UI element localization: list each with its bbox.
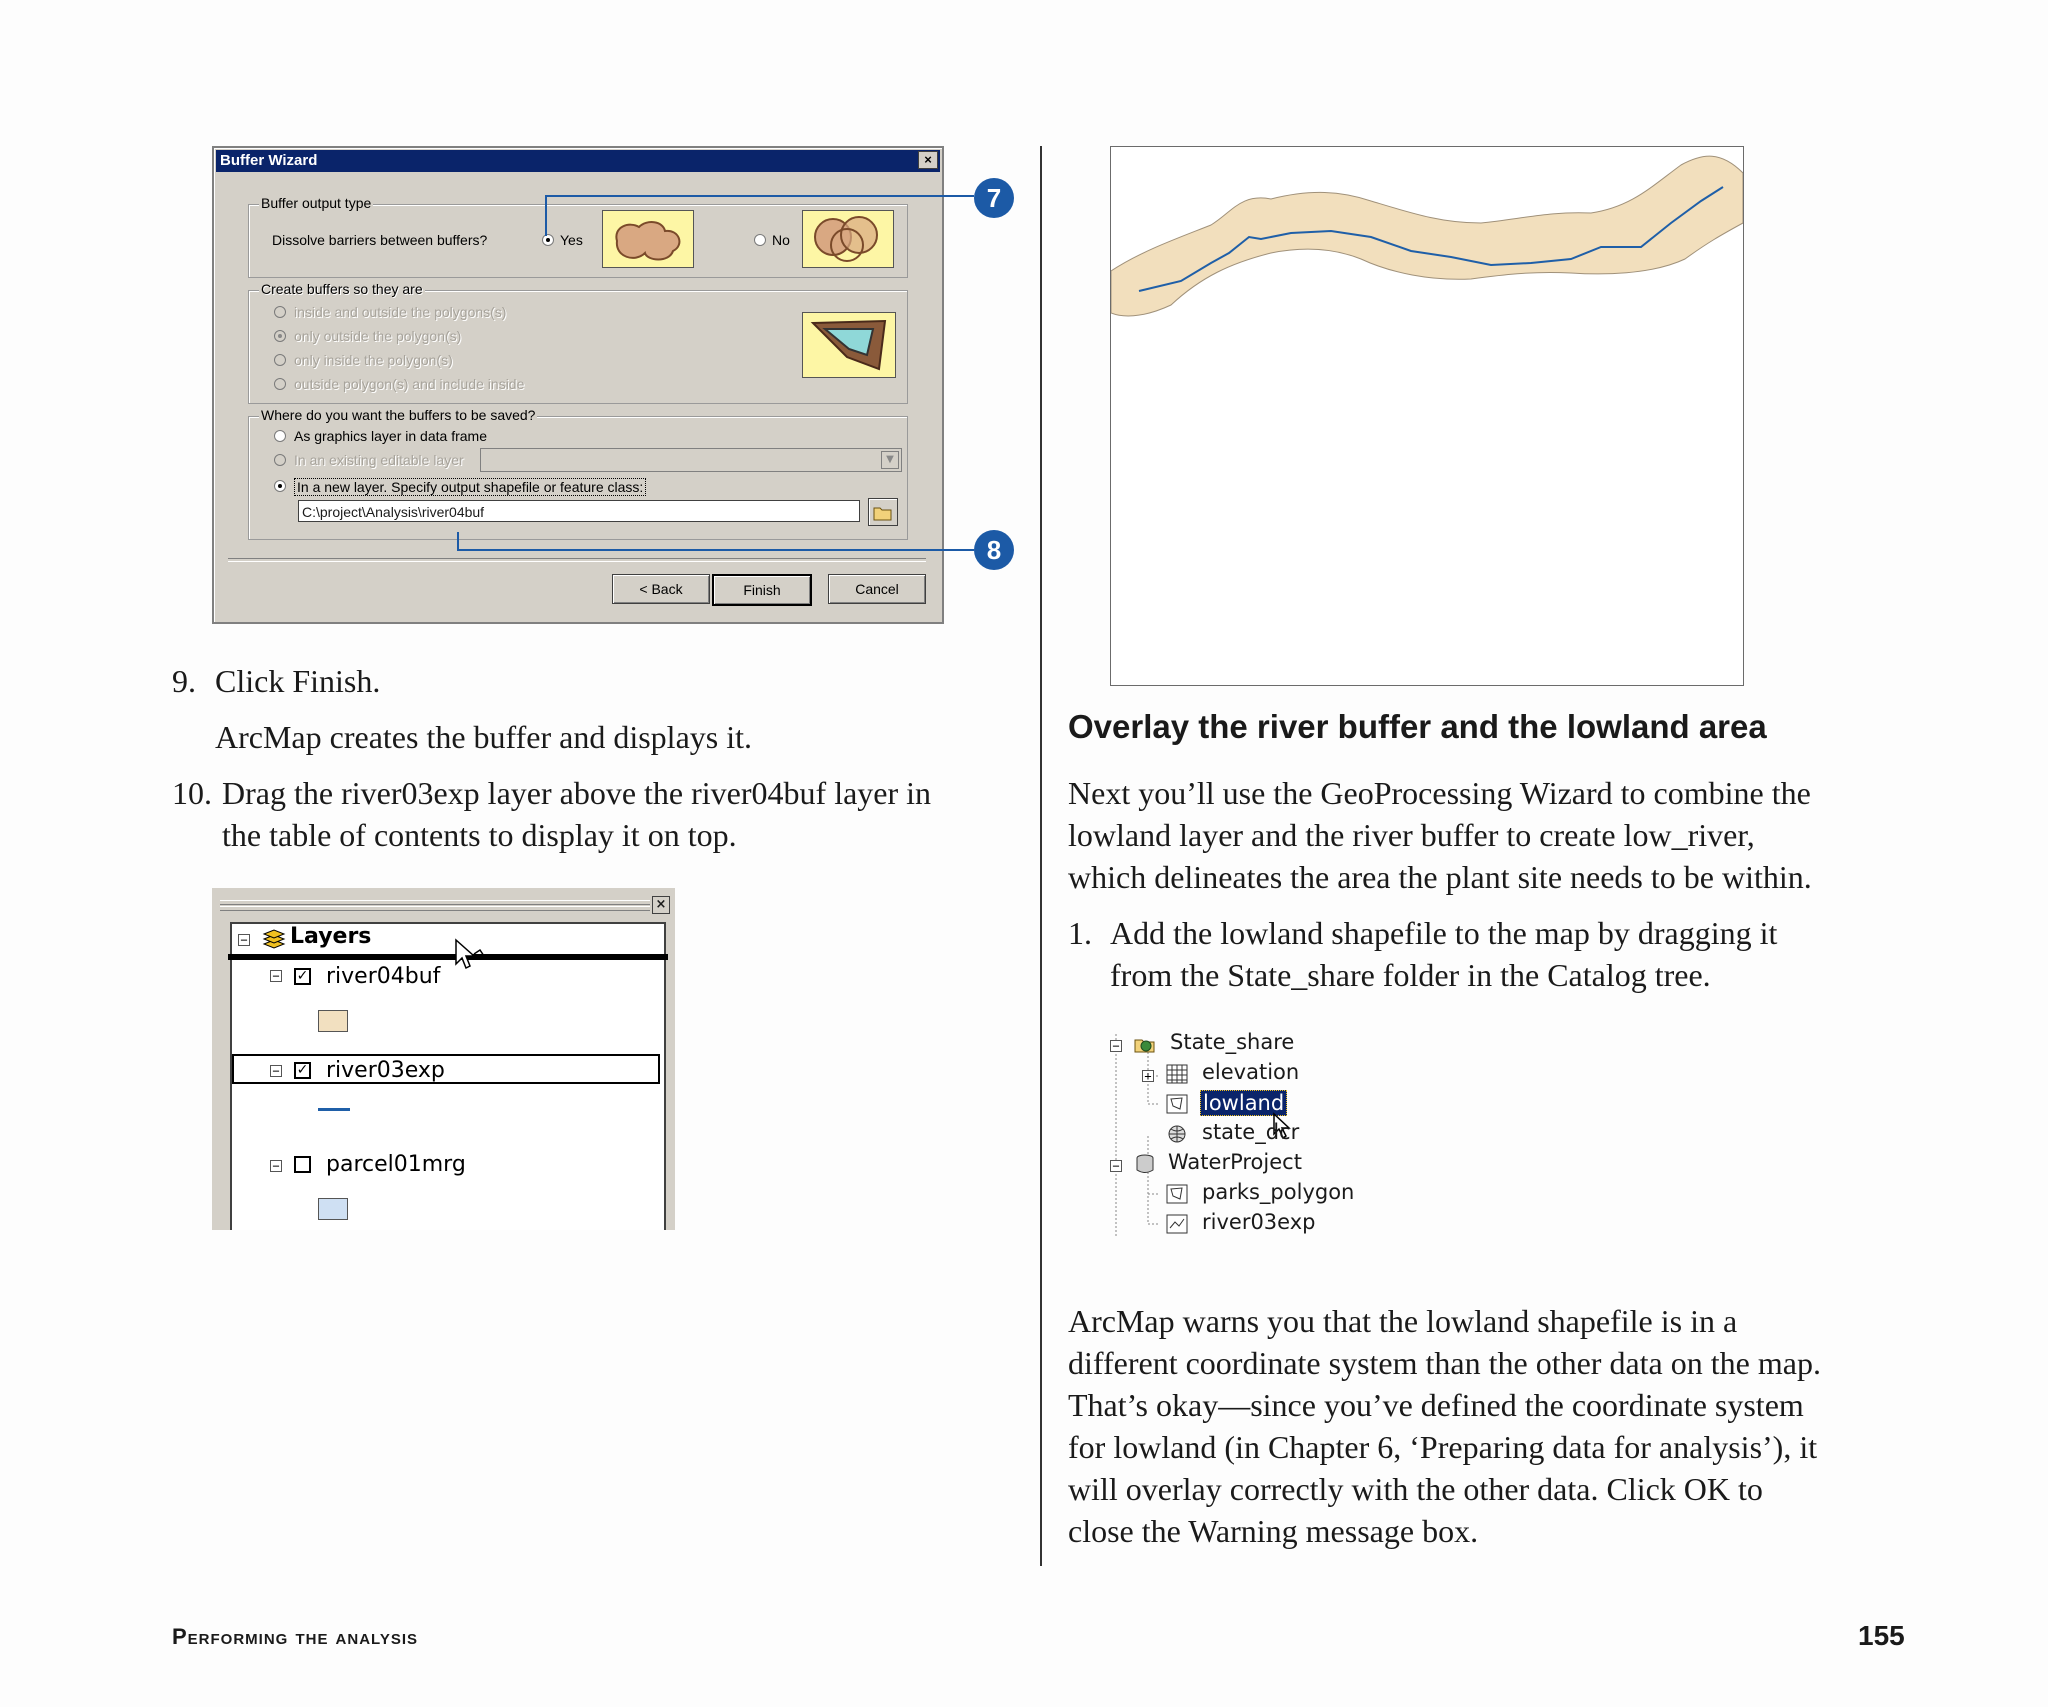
collapse-icon[interactable]: − xyxy=(1110,1040,1122,1052)
layers-root[interactable] xyxy=(232,924,664,954)
close-button[interactable]: × xyxy=(918,151,938,169)
option-label: only outside the polygon(s) xyxy=(294,328,462,344)
dissolve-yes-label: Yes xyxy=(560,232,583,248)
drag-cursor-icon xyxy=(454,938,490,972)
step-9-text: Click Finish. xyxy=(215,663,381,699)
step-1-number: 1. xyxy=(1068,915,1092,951)
callout-marker-7: 7 xyxy=(974,178,1014,218)
table-of-contents-panel xyxy=(212,888,675,1230)
step-10-line-1: Drag the river03exp layer above the river04buf layer in xyxy=(222,775,932,811)
river-buffer-map xyxy=(1111,147,1743,685)
layers-icon xyxy=(260,928,286,950)
collapse-icon[interactable]: − xyxy=(270,1065,282,1077)
column-divider xyxy=(1040,146,1042,1566)
intro-line-3: which delineates the area the plant site needs to be within. xyxy=(1068,859,1812,895)
catalog-tree xyxy=(1100,1020,1390,1240)
map-view[interactable] xyxy=(1110,146,1744,686)
back-button[interactable]: < Back xyxy=(612,574,710,604)
step-9-note: ArcMap creates the buffer and displays it. xyxy=(215,719,752,755)
layer-checkbox[interactable] xyxy=(294,1156,311,1173)
step-1-line-2: from the State_share folder in the Catalog tree. xyxy=(1110,957,1711,993)
globe-icon xyxy=(1166,1124,1188,1144)
expand-icon[interactable]: + xyxy=(1142,1070,1154,1082)
layer-checkbox[interactable]: ✓ xyxy=(294,1062,311,1079)
footer-section-title: Performing the analysis xyxy=(172,1624,419,1649)
output-path-input[interactable]: C:\project\Analysis\river04buf xyxy=(298,500,860,522)
option-label: inside and outside the polygons(s) xyxy=(294,304,507,320)
line-shapefile-icon xyxy=(1166,1214,1188,1234)
option-label: outside polygon(s) and include inside xyxy=(294,376,525,392)
grid-icon xyxy=(1166,1064,1188,1084)
graphics-layer-label: As graphics layer in data frame xyxy=(294,428,487,444)
collapse-icon[interactable]: − xyxy=(270,1160,282,1172)
tree-item-river03exp[interactable]: river03exp xyxy=(1202,1210,1316,1234)
existing-layer-label: In an existing editable layer xyxy=(294,452,464,468)
polygon-shapefile-icon xyxy=(1166,1094,1188,1114)
chevron-down-icon: ▼ xyxy=(881,451,899,469)
step-10-line-2: the table of contents to display it on top. xyxy=(222,817,737,853)
tree-item-state-share[interactable]: State_share xyxy=(1170,1030,1295,1054)
section-heading: Overlay the river buffer and the lowland area xyxy=(1068,708,1767,745)
collapse-icon[interactable]: − xyxy=(238,934,250,946)
tree-item-elevation[interactable]: elevation xyxy=(1202,1060,1300,1084)
warning-line-3: That’s okay—since you’ve defined the coordinate system xyxy=(1068,1387,1804,1423)
warning-line-5: will overlay correctly with the other data. Click OK to xyxy=(1068,1471,1763,1507)
close-icon[interactable]: × xyxy=(652,896,670,914)
step-9-number: 9. xyxy=(172,663,196,699)
step-10-number: 10. xyxy=(172,775,212,811)
grip-bar[interactable] xyxy=(220,900,650,905)
warning-line-1: ArcMap warns you that the lowland shapefile is in a xyxy=(1068,1303,1738,1339)
new-layer-label: In a new layer. Specify output shapefile or feature class: xyxy=(294,478,646,496)
step-1-line-1: Add the lowland shapefile to the map by dragging it xyxy=(1110,915,1778,951)
group-legend: Buffer output type xyxy=(261,195,372,211)
dissolve-no-label: No xyxy=(772,232,790,248)
layer-name-river03exp[interactable]: river03exp xyxy=(326,1058,445,1083)
finish-button[interactable]: Finish xyxy=(712,574,812,606)
intro-line-2: lowland layer and the river buffer to create low_river, xyxy=(1068,817,1755,853)
collapse-icon[interactable]: − xyxy=(270,970,282,982)
tree-item-lowland-selected[interactable]: lowland xyxy=(1200,1090,1287,1116)
warning-line-2: different coordinate system than the other data on the map. xyxy=(1068,1345,1821,1381)
polygon-swatch xyxy=(318,1010,348,1032)
polygon-swatch xyxy=(318,1198,348,1220)
group-legend: Create buffers so they are xyxy=(261,281,423,297)
option-label: only inside the polygon(s) xyxy=(294,352,453,368)
callout-marker-8: 8 xyxy=(974,530,1014,570)
layer-name-parcel01mrg[interactable]: parcel01mrg xyxy=(326,1152,466,1177)
line-swatch xyxy=(318,1108,350,1111)
database-icon xyxy=(1134,1154,1156,1174)
tree-item-waterproject[interactable]: WaterProject xyxy=(1168,1150,1302,1174)
layer-name-river04buf[interactable]: river04buf xyxy=(326,964,441,989)
drop-indicator xyxy=(228,954,668,960)
warning-line-6: close the Warning message box. xyxy=(1068,1513,1479,1549)
group-legend: Where do you want the buffers to be saved? xyxy=(261,407,536,423)
intro-line-1: Next you’ll use the GeoProcessing Wizard to combine the xyxy=(1068,775,1811,811)
grip-bar[interactable] xyxy=(220,906,650,911)
tree-item-parks-polygon[interactable]: parks_polygon xyxy=(1202,1180,1355,1204)
dissolve-question: Dissolve barriers between buffers? xyxy=(272,232,488,248)
callout-lines xyxy=(0,0,1040,600)
toc-tree xyxy=(230,922,666,1230)
tree-item-state-dcr[interactable]: state_dcr xyxy=(1202,1120,1300,1144)
page-number: 155 xyxy=(1858,1620,1905,1651)
warning-line-4: for lowland (in Chapter 6, ‘Preparing data for analysis’), it xyxy=(1068,1429,1818,1465)
collapse-icon[interactable]: − xyxy=(1110,1160,1122,1172)
layers-label: Layers xyxy=(290,924,372,949)
polygon-shapefile-icon xyxy=(1166,1184,1188,1204)
folder-connection-icon xyxy=(1134,1034,1156,1054)
dialog-title: Buffer Wizard xyxy=(216,150,940,172)
layer-checkbox[interactable]: ✓ xyxy=(294,968,311,985)
cancel-button[interactable]: Cancel xyxy=(828,574,926,604)
